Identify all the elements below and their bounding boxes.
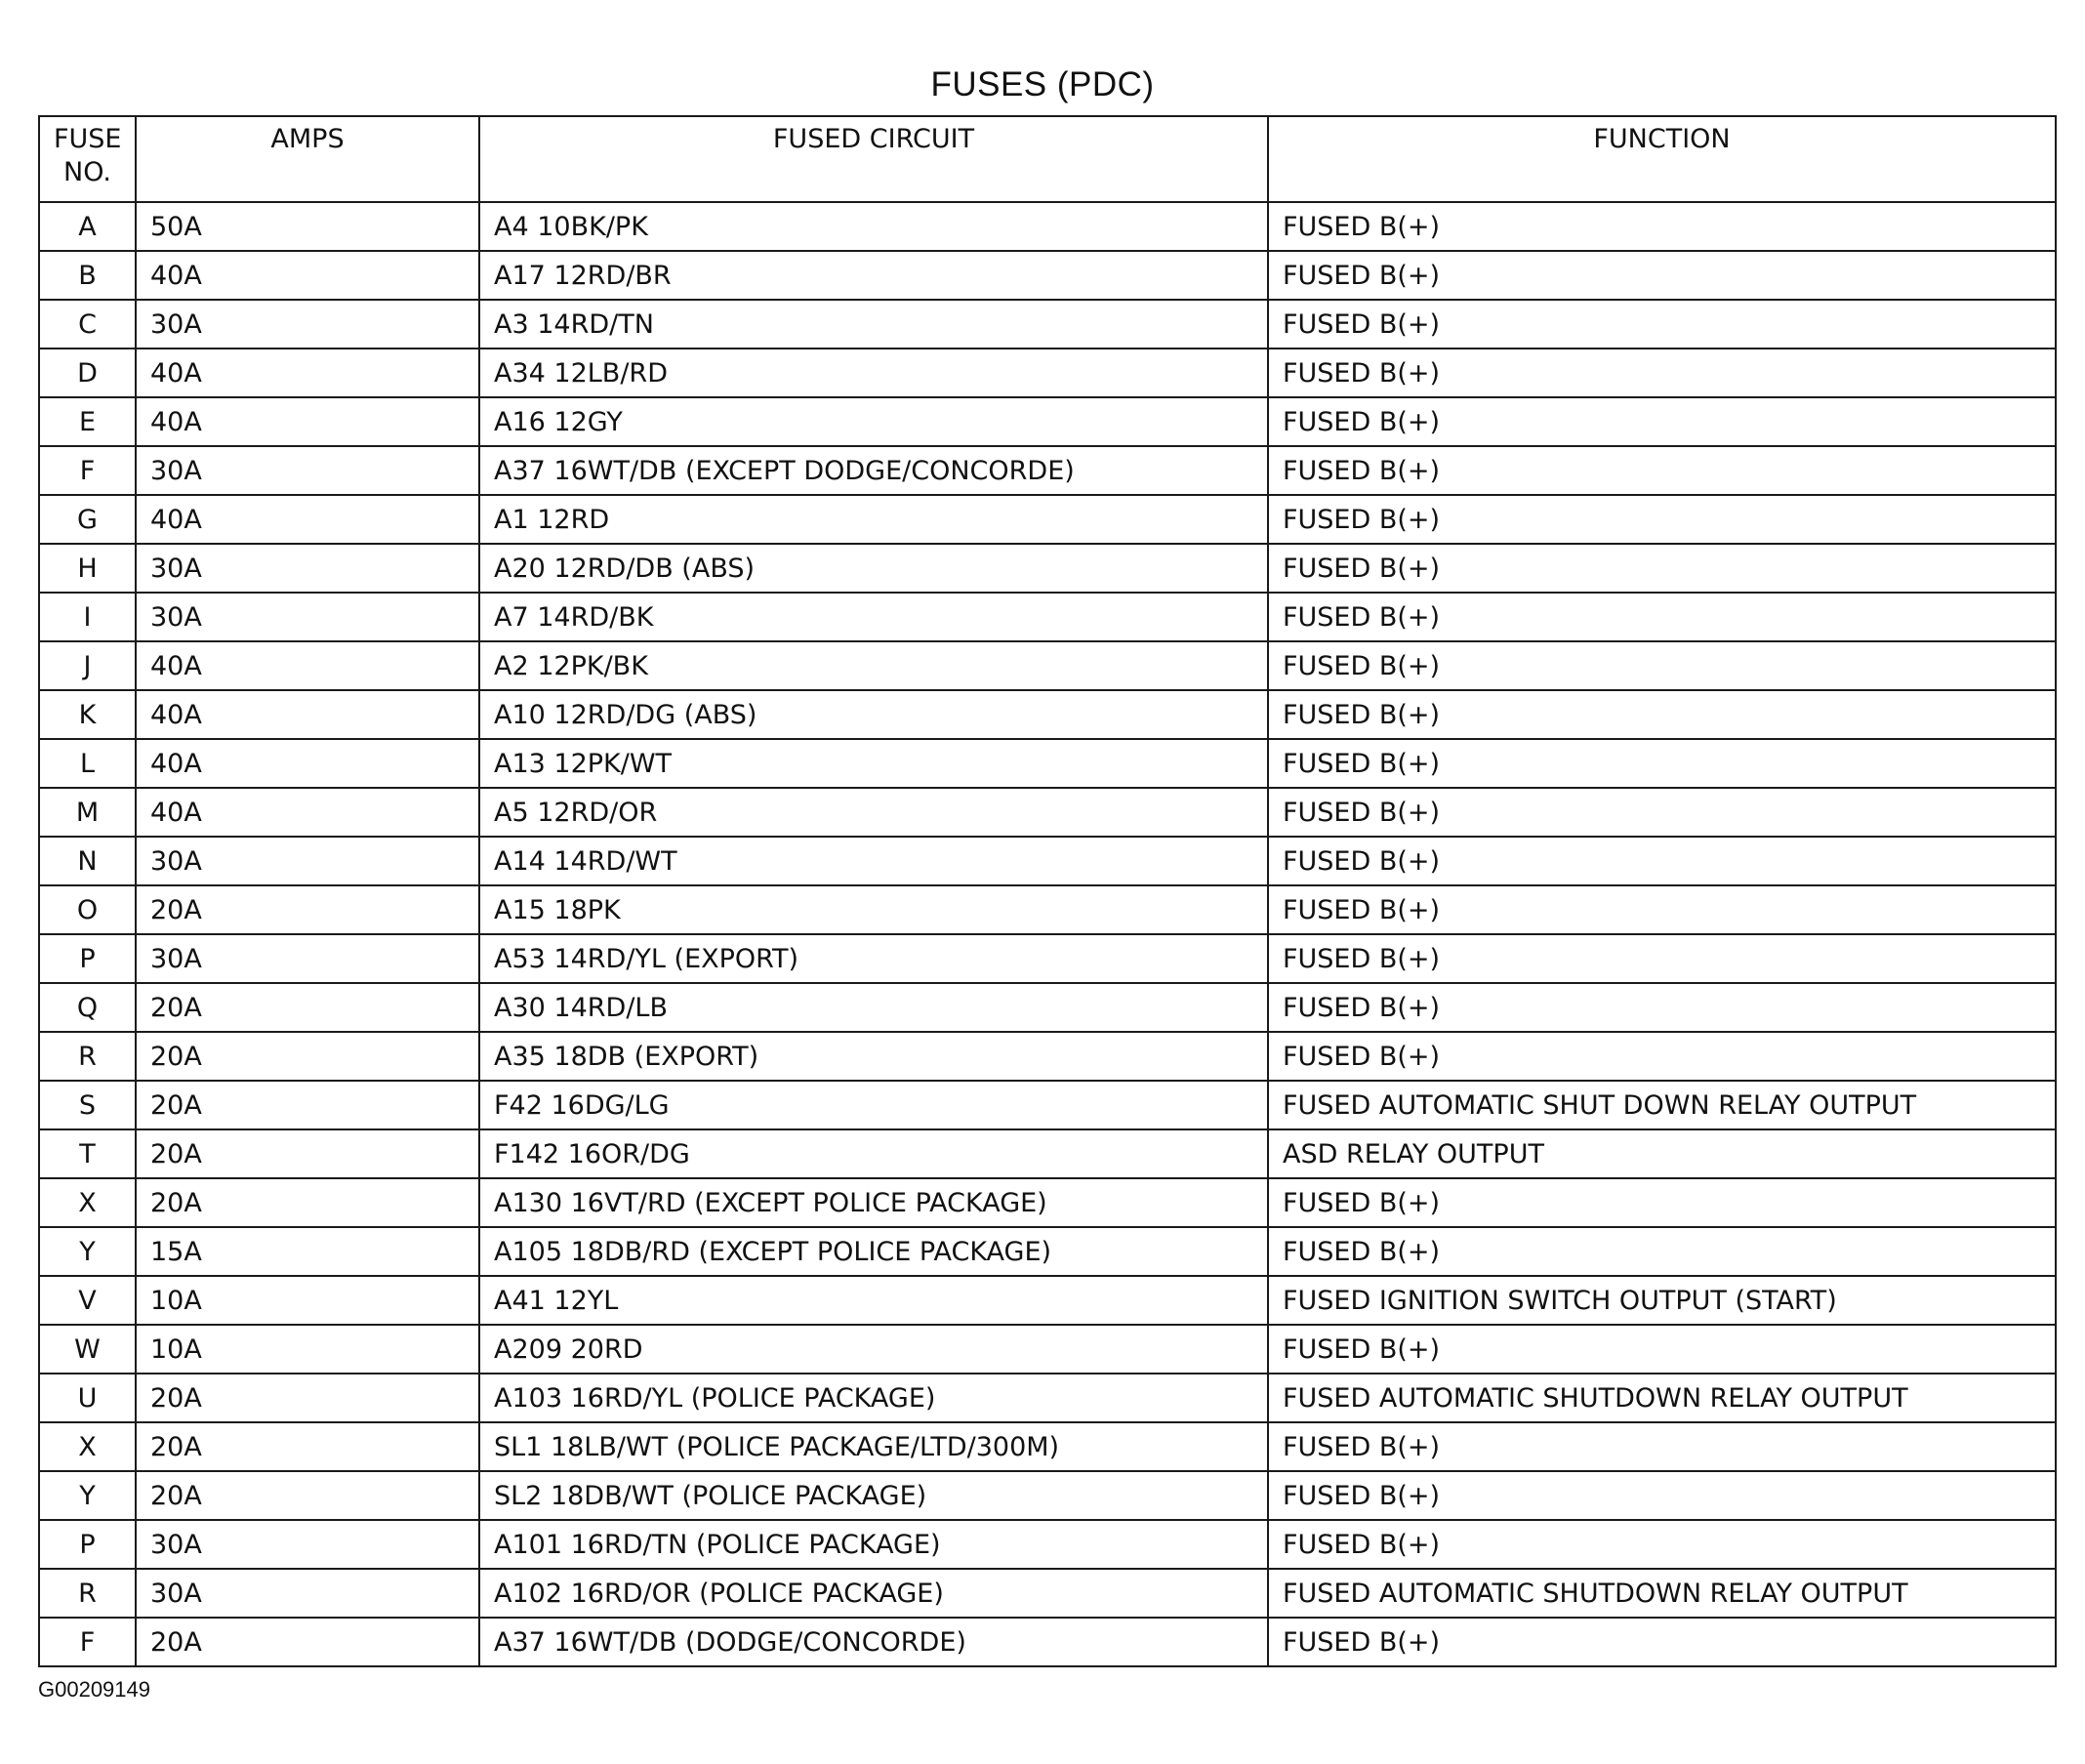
- fused-circuit-cell: A20 12RD/DB (ABS): [479, 544, 1268, 593]
- fuse-no-cell: X: [39, 1422, 136, 1471]
- amps-cell: 30A: [136, 300, 479, 349]
- function-cell: FUSED B(+): [1268, 934, 2056, 983]
- amps-cell: 40A: [136, 788, 479, 837]
- amps-cell: 20A: [136, 885, 479, 934]
- function-cell: FUSED B(+): [1268, 349, 2056, 397]
- function-cell: FUSED B(+): [1268, 1618, 2056, 1666]
- fuse-no-cell: R: [39, 1569, 136, 1618]
- fuse-no-cell: K: [39, 690, 136, 739]
- table-row: [39, 202, 2056, 251]
- fuse-table: [38, 115, 2057, 1667]
- fused-circuit-cell: A3 14RD/TN: [479, 300, 1268, 349]
- amps-cell: 30A: [136, 934, 479, 983]
- fused-circuit-cell: F42 16DG/LG: [479, 1081, 1268, 1129]
- fuse-no-cell: R: [39, 1032, 136, 1081]
- fuse-no-cell: P: [39, 1520, 136, 1569]
- table-row: [39, 1618, 2056, 1666]
- amps-cell: 20A: [136, 1618, 479, 1666]
- fuse-no-cell: T: [39, 1129, 136, 1178]
- amps-cell: 30A: [136, 837, 479, 885]
- fused-circuit-cell: A34 12LB/RD: [479, 349, 1268, 397]
- function-cell: FUSED AUTOMATIC SHUT DOWN RELAY OUTPUT: [1268, 1081, 2056, 1129]
- amps-cell: 40A: [136, 690, 479, 739]
- fused-circuit-cell: A14 14RD/WT: [479, 837, 1268, 885]
- function-cell: FUSED B(+): [1268, 837, 2056, 885]
- amps-cell: 20A: [136, 1081, 479, 1129]
- amps-cell: 40A: [136, 251, 479, 300]
- table-row: [39, 837, 2056, 885]
- function-cell: ASD RELAY OUTPUT: [1268, 1129, 2056, 1178]
- fuse-no-cell: J: [39, 641, 136, 690]
- header-fuse-line2: NO.: [63, 157, 111, 187]
- table-row: [39, 544, 2056, 593]
- amps-cell: 30A: [136, 544, 479, 593]
- fuse-no-cell: D: [39, 349, 136, 397]
- function-cell: FUSED B(+): [1268, 983, 2056, 1032]
- table-row: [39, 1422, 2056, 1471]
- header-amps: AMPS: [136, 116, 479, 202]
- table-row: [39, 983, 2056, 1032]
- fuse-no-cell: E: [39, 397, 136, 446]
- function-cell: FUSED B(+): [1268, 1032, 2056, 1081]
- fuse-no-cell: Y: [39, 1471, 136, 1520]
- function-cell: FUSED B(+): [1268, 1422, 2056, 1471]
- function-cell: FUSED B(+): [1268, 690, 2056, 739]
- table-row: [39, 495, 2056, 544]
- table-row: [39, 1129, 2056, 1178]
- fuse-no-cell: S: [39, 1081, 136, 1129]
- amps-cell: 10A: [136, 1325, 479, 1374]
- function-cell: FUSED AUTOMATIC SHUTDOWN RELAY OUTPUT: [1268, 1569, 2056, 1618]
- fused-circuit-cell: A35 18DB (EXPORT): [479, 1032, 1268, 1081]
- fuse-no-cell: I: [39, 593, 136, 641]
- fused-circuit-cell: A105 18DB/RD (EXCEPT POLICE PACKAGE): [479, 1227, 1268, 1276]
- fused-circuit-cell: A10 12RD/DG (ABS): [479, 690, 1268, 739]
- fused-circuit-cell: SL2 18DB/WT (POLICE PACKAGE): [479, 1471, 1268, 1520]
- fuse-no-cell: F: [39, 446, 136, 495]
- fused-circuit-cell: A37 16WT/DB (EXCEPT DODGE/CONCORDE): [479, 446, 1268, 495]
- header-fuse-no: [39, 116, 136, 202]
- fused-circuit-cell: A30 14RD/LB: [479, 983, 1268, 1032]
- fused-circuit-cell: A7 14RD/BK: [479, 593, 1268, 641]
- fuse-no-cell: P: [39, 934, 136, 983]
- fuse-no-cell: F: [39, 1618, 136, 1666]
- fused-circuit-cell: A209 20RD: [479, 1325, 1268, 1374]
- table-row: [39, 641, 2056, 690]
- table-body: [39, 202, 2056, 1666]
- fused-circuit-cell: A2 12PK/BK: [479, 641, 1268, 690]
- table-row: [39, 1325, 2056, 1374]
- table-row: [39, 1569, 2056, 1618]
- amps-cell: 30A: [136, 1569, 479, 1618]
- fuse-no-cell: C: [39, 300, 136, 349]
- function-cell: FUSED IGNITION SWITCH OUTPUT (START): [1268, 1276, 2056, 1325]
- function-cell: FUSED B(+): [1268, 397, 2056, 446]
- table-row: [39, 1520, 2056, 1569]
- fused-circuit-cell: A102 16RD/OR (POLICE PACKAGE): [479, 1569, 1268, 1618]
- table-row: [39, 739, 2056, 788]
- header-function: FUNCTION: [1268, 116, 2056, 202]
- amps-cell: 20A: [136, 1032, 479, 1081]
- table-row: [39, 397, 2056, 446]
- function-cell: FUSED B(+): [1268, 495, 2056, 544]
- fused-circuit-cell: A4 10BK/PK: [479, 202, 1268, 251]
- amps-cell: 40A: [136, 495, 479, 544]
- fuse-no-cell: B: [39, 251, 136, 300]
- fuse-no-cell: Q: [39, 983, 136, 1032]
- amps-cell: 40A: [136, 349, 479, 397]
- fuse-no-cell: M: [39, 788, 136, 837]
- function-cell: FUSED B(+): [1268, 1325, 2056, 1374]
- amps-cell: 20A: [136, 1178, 479, 1227]
- function-cell: FUSED B(+): [1268, 251, 2056, 300]
- table-row: [39, 1276, 2056, 1325]
- amps-cell: 30A: [136, 446, 479, 495]
- amps-cell: 20A: [136, 983, 479, 1032]
- amps-cell: 40A: [136, 397, 479, 446]
- function-cell: FUSED B(+): [1268, 300, 2056, 349]
- function-cell: FUSED B(+): [1268, 788, 2056, 837]
- table-row: [39, 885, 2056, 934]
- header-fuse-line1: FUSE: [54, 124, 122, 154]
- fused-circuit-cell: A101 16RD/TN (POLICE PACKAGE): [479, 1520, 1268, 1569]
- function-cell: FUSED B(+): [1268, 1471, 2056, 1520]
- amps-cell: 40A: [136, 739, 479, 788]
- table-row: [39, 1081, 2056, 1129]
- fused-circuit-cell: F142 16OR/DG: [479, 1129, 1268, 1178]
- table-row: [39, 1227, 2056, 1276]
- fuse-no-cell: U: [39, 1374, 136, 1422]
- amps-cell: 20A: [136, 1422, 479, 1471]
- fused-circuit-cell: A53 14RD/YL (EXPORT): [479, 934, 1268, 983]
- fuse-no-cell: O: [39, 885, 136, 934]
- function-cell: FUSED B(+): [1268, 593, 2056, 641]
- fused-circuit-cell: A103 16RD/YL (POLICE PACKAGE): [479, 1374, 1268, 1422]
- table-row: [39, 593, 2056, 641]
- fused-circuit-cell: A41 12YL: [479, 1276, 1268, 1325]
- table-row: [39, 934, 2056, 983]
- fused-circuit-cell: A37 16WT/DB (DODGE/CONCORDE): [479, 1618, 1268, 1666]
- table-row: [39, 300, 2056, 349]
- function-cell: FUSED B(+): [1268, 1178, 2056, 1227]
- amps-cell: 20A: [136, 1129, 479, 1178]
- function-cell: FUSED B(+): [1268, 202, 2056, 251]
- fused-circuit-cell: A130 16VT/RD (EXCEPT POLICE PACKAGE): [479, 1178, 1268, 1227]
- fuse-no-cell: L: [39, 739, 136, 788]
- function-cell: FUSED B(+): [1268, 544, 2056, 593]
- fused-circuit-cell: A5 12RD/OR: [479, 788, 1268, 837]
- fuse-no-cell: V: [39, 1276, 136, 1325]
- table-row: [39, 1374, 2056, 1422]
- function-cell: FUSED AUTOMATIC SHUTDOWN RELAY OUTPUT: [1268, 1374, 2056, 1422]
- table-row: [39, 1471, 2056, 1520]
- table-row: [39, 251, 2056, 300]
- function-cell: FUSED B(+): [1268, 641, 2056, 690]
- fuse-no-cell: Y: [39, 1227, 136, 1276]
- figure-code: G00209149: [38, 1677, 150, 1702]
- table-row: [39, 1178, 2056, 1227]
- function-cell: FUSED B(+): [1268, 885, 2056, 934]
- page-title: FUSES (PDC): [930, 65, 1155, 103]
- fused-circuit-cell: A17 12RD/BR: [479, 251, 1268, 300]
- function-cell: FUSED B(+): [1268, 1520, 2056, 1569]
- fuse-no-cell: W: [39, 1325, 136, 1374]
- function-cell: FUSED B(+): [1268, 739, 2056, 788]
- table-header-row: [39, 116, 2056, 202]
- function-cell: FUSED B(+): [1268, 1227, 2056, 1276]
- fused-circuit-cell: SL1 18LB/WT (POLICE PACKAGE/LTD/300M): [479, 1422, 1268, 1471]
- amps-cell: 40A: [136, 641, 479, 690]
- amps-cell: 20A: [136, 1374, 479, 1422]
- function-cell: FUSED B(+): [1268, 446, 2056, 495]
- fuse-no-cell: H: [39, 544, 136, 593]
- table-row: [39, 788, 2056, 837]
- amps-cell: 30A: [136, 593, 479, 641]
- table-row: [39, 690, 2056, 739]
- amps-cell: 20A: [136, 1471, 479, 1520]
- fuse-no-cell: N: [39, 837, 136, 885]
- fuse-no-cell: X: [39, 1178, 136, 1227]
- fused-circuit-cell: A13 12PK/WT: [479, 739, 1268, 788]
- amps-cell: 15A: [136, 1227, 479, 1276]
- fuse-no-cell: A: [39, 202, 136, 251]
- header-fused-circuit: FUSED CIRCUIT: [479, 116, 1268, 202]
- fused-circuit-cell: A16 12GY: [479, 397, 1268, 446]
- fused-circuit-cell: A1 12RD: [479, 495, 1268, 544]
- fuse-no-cell: G: [39, 495, 136, 544]
- table-row: [39, 349, 2056, 397]
- amps-cell: 50A: [136, 202, 479, 251]
- fused-circuit-cell: A15 18PK: [479, 885, 1268, 934]
- table-row: [39, 446, 2056, 495]
- table-row: [39, 1032, 2056, 1081]
- amps-cell: 30A: [136, 1520, 479, 1569]
- amps-cell: 10A: [136, 1276, 479, 1325]
